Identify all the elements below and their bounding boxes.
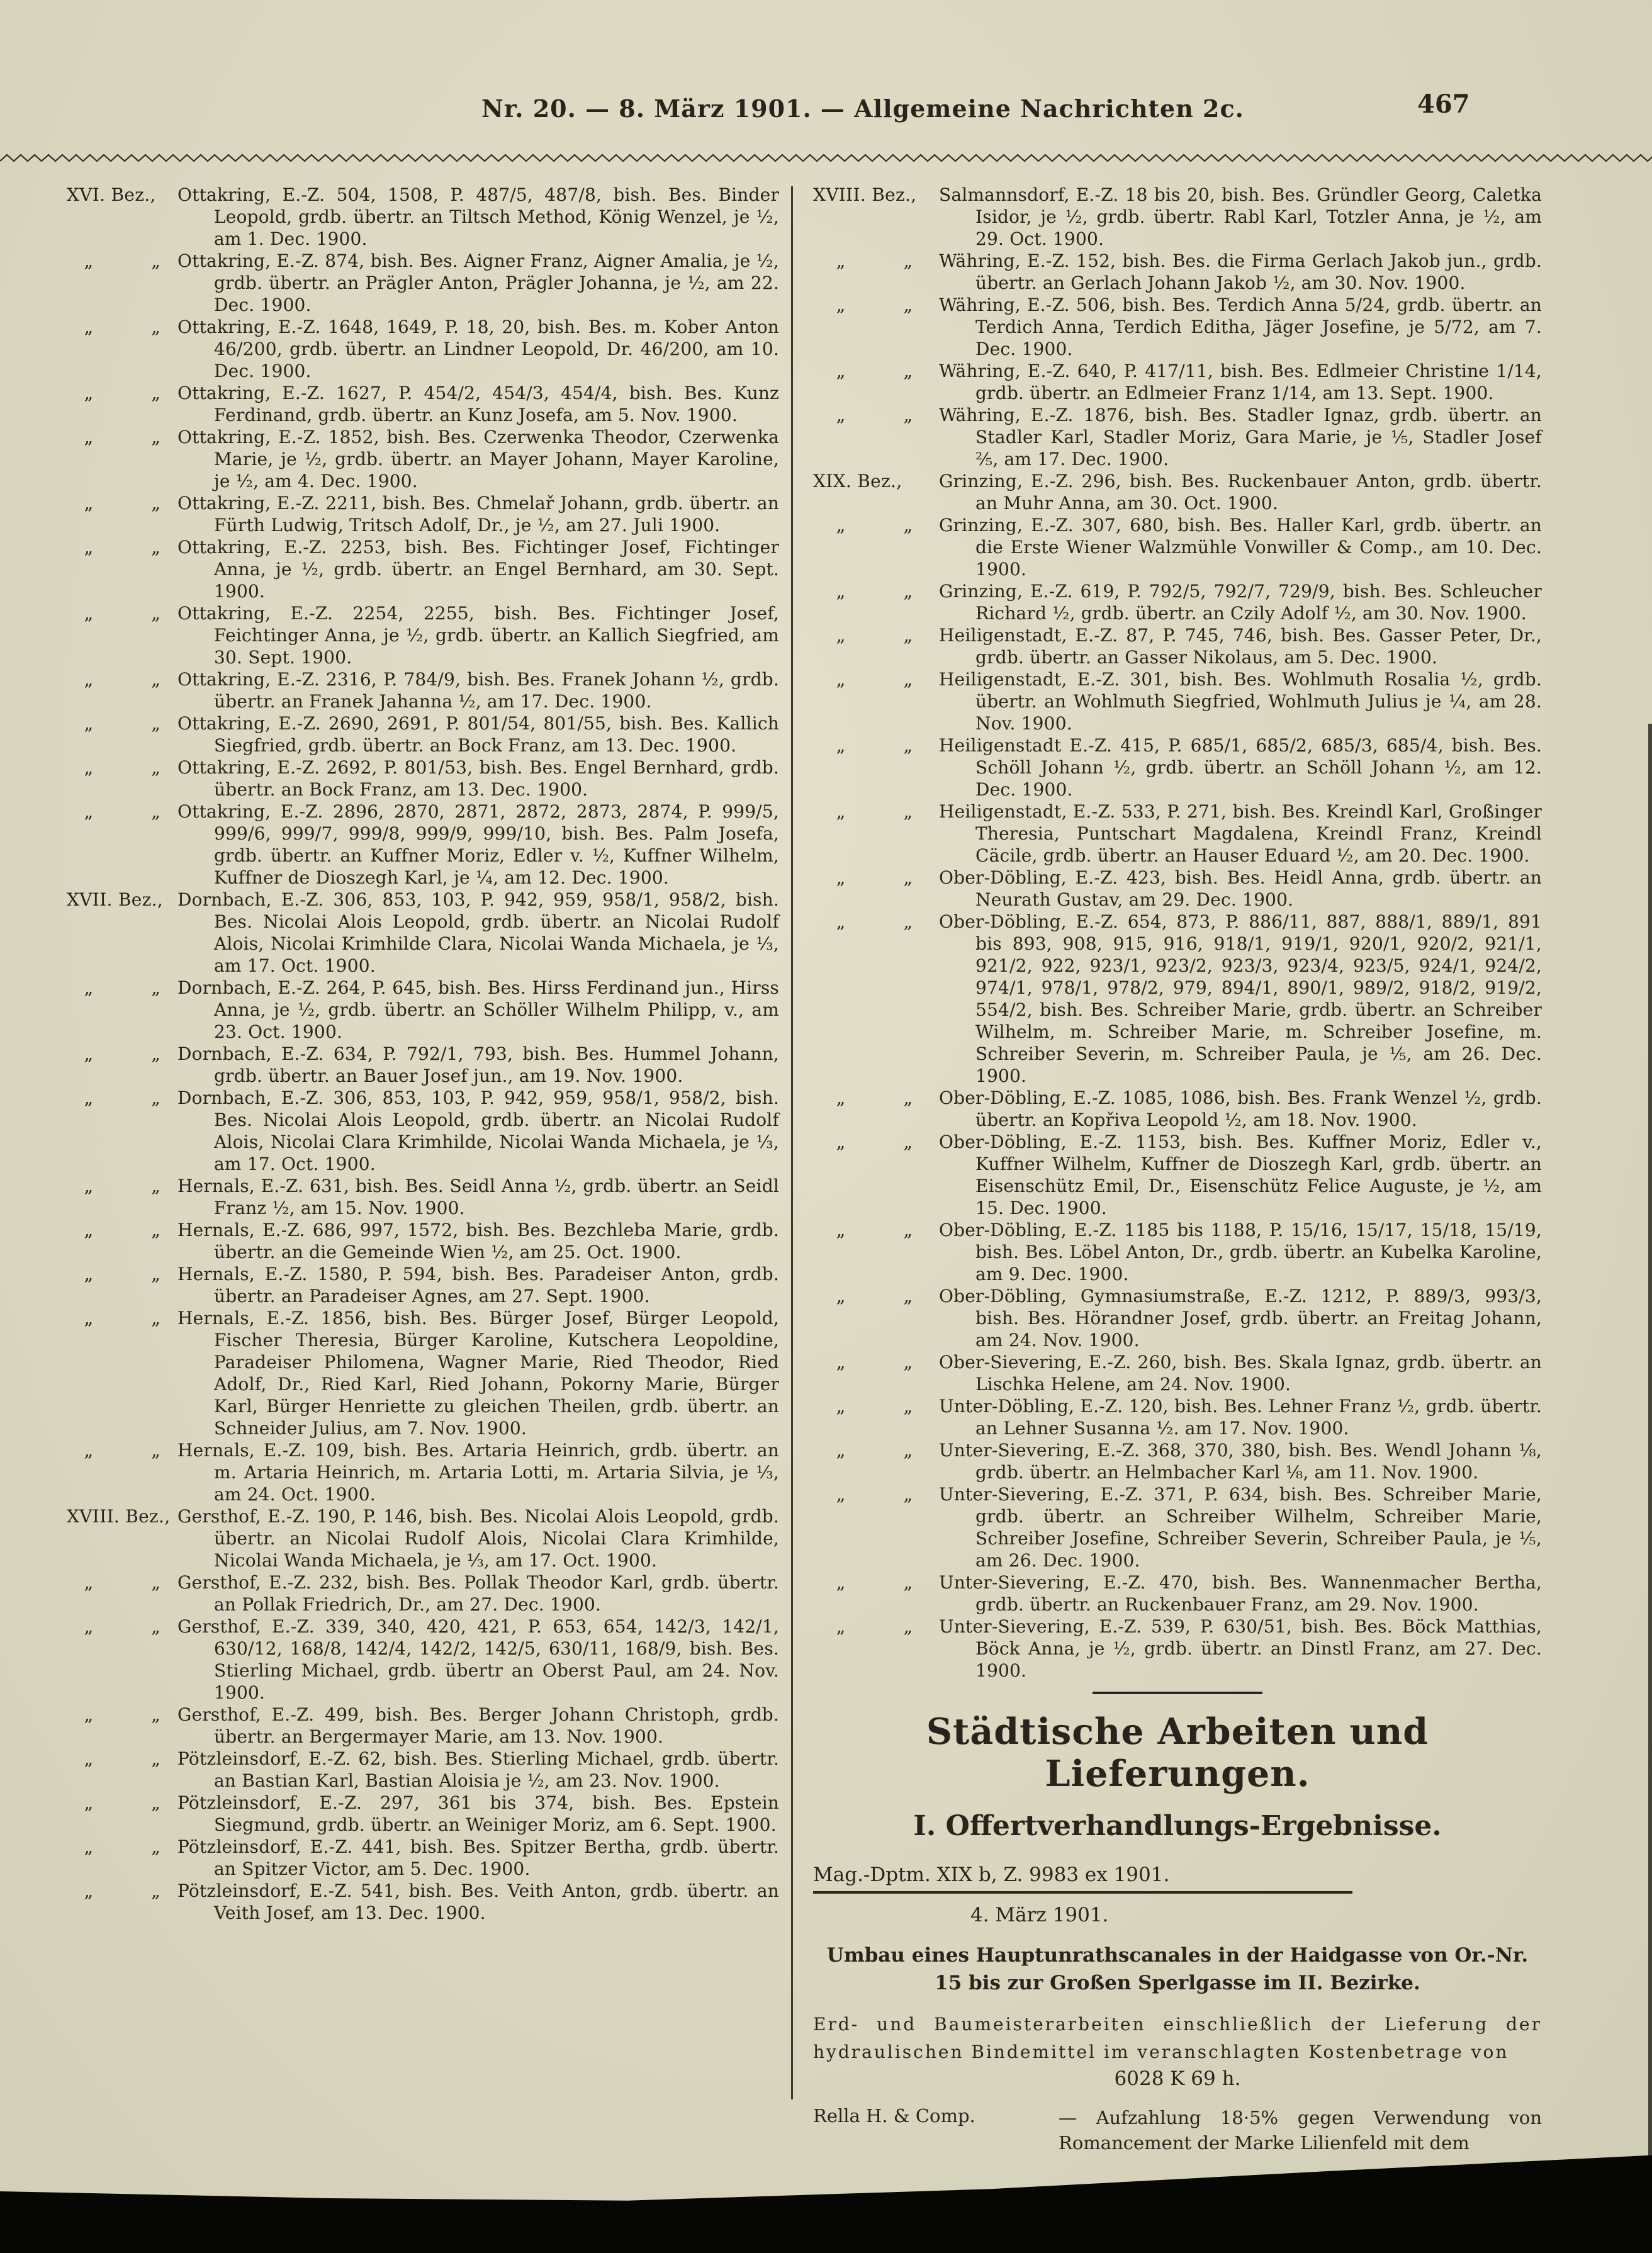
entry-text: Ober-Sievering, E.-Z. 260, bish. Bes. Skala Ignaz, grdb. übertr. an Lischka Helene, am 24. Nov. 1900. [939, 1352, 1542, 1395]
entry-text: Grinzing, E.-Z. 619, P. 792/5, 792/7, 729/9, bish. Bes. Schleucher Richard ½, grdb. übertr. an Czily Adolf ½, am 30. Nov. 1900. [939, 581, 1542, 624]
registry-entry [67, 1748, 779, 1792]
registry-entry [67, 668, 779, 712]
entry-text: Ottakring, E.-Z. 2254, 2255, bish. Bes. Fichtinger Josef, Feichtinger Anna, je ½, grdb. übertr. an Kallich Siegfried, am 30. Sept. 1900. [177, 603, 779, 668]
bidder-name: Rella H. & Comp. [813, 2105, 975, 2127]
district-label: „ „ [813, 735, 913, 756]
registry-entry [813, 1087, 1542, 1131]
entry-text: Währing, E.-Z. 1876, bish. Bes. Stadler Ignaz, grdb. übertr. an Stadler Karl, Stadler Moriz, Gara Marie, je ⅕, Stadler Josef ⅖, am 17. Dec. 1900. [939, 405, 1542, 469]
registry-entry [813, 514, 1542, 580]
bid-note: — Aufzahlung 18·5% gegen Verwendung von Romancement der Marke Lilienfeld mit dem [1059, 2107, 1542, 2154]
registry-entry [813, 580, 1542, 624]
registry-entry [67, 1175, 779, 1219]
registry-entry [67, 492, 779, 536]
registry-entry [67, 1836, 779, 1880]
district-label: „ „ [813, 1484, 913, 1505]
registry-entry [813, 1285, 1542, 1351]
district-label: „ „ [67, 1264, 161, 1284]
notice-title: Umbau eines Hauptunrathscanales in der Haidgasse von Or.-Nr. 15 bis zur Großen Sperlgasse im II. Bezirke. [826, 1944, 1529, 1994]
entry-text: Ober-Döbling, E.-Z. 654, 873, P. 886/11, 887, 888/1, 889/1, 891 bis 893, 908, 915, 916, 918/1, 919/1, 920/1, 920/2, 921/1, 921/2, 922, 923/1, 923/2, 923/3, 923/4, 923/5, 924/1, 924/2, 974/1, 978/1, 978/2, 979, 894/1, 890/1, 989/2, 918/2, 919/2, 554/2, bish. Bes. Schreiber Marie, grdb. übertr. an Schreiber Wilhelm, m. Schreiber Marie, m. Schreiber Josefine, m. Schreiber Severin, m. Schreiber Paula, je ⅕, am 26. Dec. 1900. [939, 911, 1542, 1086]
entry-text: Ober-Döbling, E.-Z. 423, bish. Bes. Heidl Anna, grdb. übertr. an Neurath Gustav, am 29. Dec. 1900. [939, 867, 1542, 910]
district-label: „ „ [813, 625, 913, 646]
registry-entry [67, 889, 779, 977]
registry-entry [813, 911, 1542, 1087]
district-label: „ „ [67, 1880, 161, 1901]
district-label: „ „ [813, 1572, 913, 1593]
notice-body: Erd- und Baumeisterarbeiten einschließlich der Lieferung der hydraulischen Bindemittel im veranschlagten Kostenbetrage von [813, 2014, 1542, 2062]
entry-text: Unter-Sievering, E.-Z. 371, P. 634, bish. Bes. Schreiber Marie, grdb. übertr. an Schreiber Wilhelm, Schreiber Marie, Schreiber Josefine, Schreiber Severin, Schreiber Paula, je ⅕, am 26. Dec. 1900. [939, 1484, 1542, 1571]
registry-entry [813, 867, 1542, 911]
district-label: „ „ [813, 911, 913, 932]
district-label: „ „ [813, 250, 913, 271]
entry-text: Heiligenstadt, E.-Z. 87, P. 745, 746, bish. Bes. Gasser Peter, Dr., grdb. übertr. an Gasser Nikolaus, am 5. Dec. 1900. [939, 625, 1542, 668]
entry-text: Heiligenstadt E.-Z. 415, P. 685/1, 685/2, 685/3, 685/4, bish. Bes. Schöll Johann ½, grdb. übertr. an Schöll Johann ½, am 12. Dec. 1900. [939, 735, 1542, 800]
entry-text: Hernals, E.-Z. 1580, P. 594, bish. Bes. Paradeiser Anton, grdb. übertr. an Paradeiser Agnes, am 27. Sept. 1900. [177, 1264, 779, 1306]
registry-entry [67, 1219, 779, 1263]
district-label: „ „ [67, 1704, 161, 1725]
district-label: „ „ [67, 1836, 161, 1857]
district-label: „ „ [813, 361, 913, 381]
entry-text: Währing, E.-Z. 152, bish. Bes. die Firma Gerlach Jakob jun., grdb. übertr. an Gerlach Johann Jakob ½, am 30. Nov. 1900. [939, 250, 1542, 293]
registry-entry [67, 756, 779, 801]
district-label: „ „ [67, 1308, 161, 1329]
entry-text: Pötzleinsdorf, E.-Z. 297, 361 bis 374, bish. Bes. Epstein Siegmund, grdb. übertr. an Weiniger Moriz, am 6. Sept. 1900. [177, 1792, 779, 1835]
registry-entry [67, 1263, 779, 1307]
district-label: „ „ [813, 1440, 913, 1461]
district-label: „ „ [67, 713, 161, 734]
registry-entry [67, 536, 779, 602]
district-label: „ „ [813, 1286, 913, 1306]
registry-entry [813, 801, 1542, 867]
registry-entry [813, 470, 1542, 514]
entry-text: Gersthof, E.-Z. 339, 340, 420, 421, P. 653, 654, 142/3, 142/1, 630/12, 168/8, 142/4, 142/2, 142/5, 630/11, 168/9, bish. Bes. Stierling Michael, grdb. übertr an Oberst Paul, am 24. Nov. 1900. [177, 1616, 779, 1703]
district-label: XIX. Bez., [813, 471, 902, 492]
tenders-section [813, 1692, 1542, 2196]
entry-text: Heiligenstadt, E.-Z. 301, bish. Bes. Wohlmuth Rosalia ½, grdb. übertr. an Wohlmuth Siegfried, Wohlmuth Julius je ¼, am 28. Nov. 1900. [939, 669, 1542, 734]
district-label: „ „ [813, 295, 913, 315]
section-title: Städtische Arbeiten und Lieferungen. [926, 1711, 1429, 1795]
entry-text: Gersthof, E.-Z. 232, bish. Bes. Pollak Theodor Karl, grdb. übertr. an Pollak Friedrich, Dr., am 27. Dec. 1900. [177, 1572, 779, 1615]
registry-entry [67, 1880, 779, 1924]
entry-text: Dornbach, E.-Z. 634, P. 792/1, 793, bish. Bes. Hummel Johann, grdb. übertr. an Bauer Josef jun., am 19. Nov. 1900. [177, 1043, 779, 1086]
registry-entry [67, 184, 779, 250]
district-label: „ „ [813, 1087, 913, 1108]
registry-entry [67, 1615, 779, 1704]
district-label: XVIII. Bez., [813, 184, 917, 205]
registry-entry [813, 1219, 1542, 1285]
registry-entry [813, 624, 1542, 668]
registry-entry [67, 1704, 779, 1748]
entry-text: Gersthof, E.-Z. 499, bish. Bes. Berger Johann Christoph, grdb. übertr. an Bergermayer Marie, am 13. Nov. 1900. [177, 1704, 779, 1747]
district-label: „ „ [67, 757, 161, 778]
district-label: „ „ [67, 1176, 161, 1196]
registry-entry [67, 1439, 779, 1505]
entry-text: Ottakring, E.-Z. 1648, 1649, P. 18, 20, bish. Bes. m. Kober Anton 46/200, grdb. übertr. an Lindner Leopold, Dr. 46/200, am 10. Dec. 1900. [177, 317, 779, 381]
section-divider-rule [1093, 1692, 1262, 1694]
entry-text: Ottakring, E.-Z. 2896, 2870, 2871, 2872, 2873, 2874, P. 999/5, 999/6, 999/7, 999/8, 999/9, 999/10, bish. Bes. Palm Josefa, grdb. übertr. an Kuffner Moriz, Edler v. ½, Kuffner Wilhelm, Kuffner de Dioszegh Karl, je ¼, am 12. Dec. 1900. [177, 801, 779, 888]
entry-text: Unter-Sievering, E.-Z. 539, P. 630/51, bish. Bes. Böck Matthias, Böck Anna, je ½, grdb. übertr. an Dinstl Franz, am 27. Dec. 1900. [939, 1616, 1542, 1681]
entry-text: Unter-Döbling, E.-Z. 120, bish. Bes. Lehner Franz ½, grdb. übertr. an Lehner Susanna ½. am 17. Nov. 1900. [939, 1396, 1542, 1439]
entry-text: Grinzing, E.-Z. 296, bish. Bes. Ruckenbauer Anton, grdb. übertr. an Muhr Anna, am 30. Oct. 1900. [939, 471, 1542, 514]
left-column [67, 184, 779, 1924]
district-label: XVI. Bez., [67, 184, 156, 205]
district-label: „ „ [813, 405, 913, 425]
entry-text: Währing, E.-Z. 640, P. 417/11, bish. Bes. Edlmeier Christine 1/14, grdb. übertr. an Edlmeier Franz 1/14, am 13. Sept. 1900. [939, 361, 1542, 403]
district-label: „ „ [813, 1616, 913, 1637]
registry-entry [67, 426, 779, 492]
entry-text: Hernals, E.-Z. 631, bish. Bes. Seidl Anna ½, grdb. übertr. an Seidl Franz ½, am 15. Nov. 1900. [177, 1176, 779, 1218]
entry-text: Unter-Sievering, E.-Z. 470, bish. Bes. Wannenmacher Bertha, grdb. übertr. an Ruckenbauer Franz, am 29. Nov. 1900. [939, 1572, 1542, 1615]
district-label: „ „ [67, 977, 161, 998]
entry-text: Dornbach, E.-Z. 306, 853, 103, P. 942, 959, 958/1, 958/2, bish. Bes. Nicolai Alois Leopold, grdb. übertr. an Nicolai Rudolf Alois, Nicolai Clara Krimhilde, Nicolai Wanda Michaela, je ⅓, am 17. Oct. 1900. [177, 1087, 779, 1174]
notice-amount: 6028 K 69 h. [1114, 2067, 1241, 2090]
registry-entry [67, 1307, 779, 1439]
entry-text: Pötzleinsdorf, E.-Z. 441, bish. Bes. Spitzer Bertha, grdb. übertr. an Spitzer Victor, am 5. Dec. 1900. [177, 1836, 779, 1879]
entry-text: Ober-Döbling, E.-Z. 1085, 1086, bish. Bes. Frank Wenzel ½, grdb. übertr. an Kopřiva Leopold ½, am 18. Nov. 1900. [939, 1087, 1542, 1130]
column-divider [791, 186, 793, 2099]
district-label: „ „ [67, 1616, 161, 1637]
entry-text: Salmannsdorf, E.-Z. 18 bis 20, bish. Bes. Gründler Georg, Caletka Isidor, je ½, grdb. übertr. Rabl Karl, Totzler Anna, je ½, am 29. Oct. 1900. [939, 184, 1542, 249]
registry-entry [67, 382, 779, 426]
registry-entry [67, 712, 779, 756]
page-number: 467 [1417, 89, 1470, 119]
registry-entry [813, 668, 1542, 734]
entry-text: Ottakring, E.-Z. 2316, P. 784/9, bish. Bes. Franek Johann ½, grdb. übertr. an Franek Jahanna ½, am 17. Dec. 1900. [177, 669, 779, 712]
entry-text: Ottakring, E.-Z. 1627, P. 454/2, 454/3, 454/4, bish. Bes. Kunz Ferdinand, grdb. übertr. an Kunz Josefa, am 5. Nov. 1900. [177, 383, 779, 425]
entry-text: Währing, E.-Z. 506, bish. Bes. Terdich Anna 5/24, grdb. übertr. an Terdich Anna, Terdich Editha, Jäger Josefine, je 5/72, am 7. Dec. 1900. [939, 295, 1542, 359]
district-label: „ „ [67, 493, 161, 514]
district-label: „ „ [67, 317, 161, 337]
registry-entry [67, 602, 779, 668]
registry-entry [813, 734, 1542, 801]
district-label: „ „ [813, 1132, 913, 1152]
entry-text: Grinzing, E.-Z. 307, 680, bish. Bes. Haller Karl, grdb. übertr. an die Erste Wiener Walzmühle Vonwiller & Comp., am 10. Dec. 1900. [939, 515, 1542, 580]
registry-entry [67, 316, 779, 382]
entry-text: Heiligenstadt, E.-Z. 533, P. 271, bish. Bes. Kreindl Karl, Großinger Theresia, Puntschart Magdalena, Kreindl Franz, Kreindl Cäcile, grdb. übertr. an Hauser Eduard ½, am 20. Dec. 1900. [939, 801, 1542, 866]
district-label: „ „ [813, 801, 913, 822]
registry-entry [67, 1792, 779, 1836]
district-label: „ „ [813, 1396, 913, 1417]
entry-text: Ober-Döbling, E.-Z. 1153, bish. Bes. Kuffner Moriz, Edler v., Kuffner Wilhelm, Kuffner de Dioszegh Karl, grdb. übertr. an Eisenschütz Emil, Dr., Eisenschütz Felice Auguste, je ½, am 15. Dec. 1900. [939, 1132, 1542, 1218]
district-label: „ „ [813, 1220, 913, 1240]
district-label: „ „ [67, 603, 161, 624]
registry-entry [813, 360, 1542, 404]
registry-entry [67, 250, 779, 316]
entry-text: Ottakring, E.-Z. 2211, bish. Bes. Chmelař Johann, grdb. übertr. an Fürth Ludwig, Tritsch Adolf, Dr., je ½, am 27. Juli 1900. [177, 493, 779, 536]
district-label: „ „ [67, 383, 161, 403]
entry-text: Pötzleinsdorf, E.-Z. 62, bish. Bes. Stierling Michael, grdb. übertr. an Bastian Karl, Bastian Aloisia je ½, am 23. Nov. 1900. [177, 1748, 779, 1791]
right-column [813, 184, 1542, 2196]
registry-entry [67, 1087, 779, 1175]
entry-text: Ober-Döbling, Gymnasiumstraße, E.-Z. 1212, P. 889/3, 993/3, bish. Bes. Hörandner Josef, grdb. übertr. an Freitag Johann, am 24. Nov. 1900. [939, 1286, 1542, 1351]
registry-entry [67, 1043, 779, 1087]
registry-entry [67, 1505, 779, 1571]
entry-text: Dornbach, E.-Z. 306, 853, 103, P. 942, 959, 958/1, 958/2, bish. Bes. Nicolai Alois Leopold, grdb. übertr. an Nicolai Rudolf Alois, Nicolai Krimhilde Clara, Nicolai Wanda Michaela, je ⅓, am 17. Oct. 1900. [177, 889, 779, 976]
district-label: „ „ [67, 669, 161, 690]
district-label: „ „ [67, 1440, 161, 1461]
entry-text: Ottakring, E.-Z. 1852, bish. Bes. Czerwenka Theodor, Czerwenka Marie, je ½, grdb. übertr. an Mayer Johann, Mayer Karoline, je ½, am 4. Dec. 1900. [177, 427, 779, 492]
masthead-line: Nr. 20. — 8. März 1901. — Allgemeine Nachrichten 2c. [481, 94, 1244, 123]
entry-text: Ottakring, E.-Z. 2692, P. 801/53, bish. Bes. Engel Bernhard, grdb. übertr. an Bock Franz, am 13. Dec. 1900. [177, 757, 779, 800]
registry-entries-left [67, 184, 779, 1924]
district-label: „ „ [67, 1572, 161, 1593]
entry-text: Ober-Döbling, E.-Z. 1185 bis 1188, P. 15/16, 15/17, 15/18, 15/19, bish. Bes. Löbel Anton, Dr., grdb. übertr. an Kubelka Karoline, am 9. Dec. 1900. [939, 1220, 1542, 1284]
district-label: „ „ [67, 537, 161, 558]
department-reference: Mag.-Dptm. XIX b, Z. 9983 ex 1901. [813, 1863, 1352, 1894]
section-subtitle: I. Offertverhandlungs-Ergebnisse. [913, 1810, 1442, 1842]
district-label: „ „ [67, 1748, 161, 1769]
registry-entry [813, 1351, 1542, 1395]
district-label: „ „ [67, 427, 161, 447]
registry-entry [67, 977, 779, 1043]
district-label: „ „ [813, 669, 913, 690]
entry-text: Ottakring, E.-Z. 874, bish. Bes. Aigner Franz, Aigner Amalia, je ½, grdb. übertr. an Prägler Anton, Prägler Johanna, je ½, am 22. Dec. 1900. [177, 250, 779, 315]
district-label: „ „ [67, 1087, 161, 1108]
district-label: XVII. Bez., [67, 889, 164, 910]
tender-date: 4. März 1901. [970, 1904, 1109, 1926]
district-label: „ „ [813, 1352, 913, 1373]
district-label: „ „ [67, 1792, 161, 1813]
district-label: „ „ [813, 581, 913, 602]
entry-text: Dornbach, E.-Z. 264, P. 645, bish. Bes. Hirss Ferdinand jun., Hirss Anna, je ½, grdb. übertr. an Schöller Wilhelm Philipp, v., am 23. Oct. 1900. [177, 977, 779, 1042]
wavy-rule [0, 150, 1652, 166]
district-label: „ „ [813, 515, 913, 536]
district-label: „ „ [67, 250, 161, 271]
registry-entry [67, 801, 779, 889]
entry-text: Hernals, E.-Z. 109, bish. Bes. Artaria Heinrich, grdb. übertr. an m. Artaria Heinrich, m. Artaria Lotti, m. Artaria Silvia, je ⅓, am 24. Oct. 1900. [177, 1440, 779, 1505]
registry-entry [813, 294, 1542, 360]
registry-entry [813, 1483, 1542, 1571]
district-label: „ „ [813, 867, 913, 888]
entry-text: Ottakring, E.-Z. 2690, 2691, P. 801/54, 801/55, bish. Bes. Kallich Siegfried, grdb. übertr. an Bock Franz, am 13. Dec. 1900. [177, 713, 779, 756]
registry-entry [813, 404, 1542, 470]
entry-text: Pötzleinsdorf, E.-Z. 541, bish. Bes. Veith Anton, grdb. übertr. an Veith Josef, am 13. Dec. 1900. [177, 1880, 779, 1923]
district-label: „ „ [67, 1043, 161, 1064]
entry-text: Ottakring, E.-Z. 2253, bish. Bes. Fichtinger Josef, Fichtinger Anna, je ½, grdb. übertr. an Engel Bernhard, am 30. Sept. 1900. [177, 537, 779, 602]
entry-text: Hernals, E.-Z. 686, 997, 1572, bish. Bes. Bezchleba Marie, grdb. übertr. an die Gemeinde Wien ½, am 25. Oct. 1900. [177, 1220, 779, 1262]
entry-text: Ottakring, E.-Z. 504, 1508, P. 487/5, 487/8, bish. Bes. Binder Leopold, grdb. übertr. an Tiltsch Method, König Wenzel, je ½, am 1. Dec. 1900. [177, 184, 779, 249]
registry-entry [813, 1131, 1542, 1219]
registry-entry [813, 1395, 1542, 1439]
bid-row [813, 2105, 1542, 2155]
district-label: XVIII. Bez., [67, 1506, 171, 1527]
district-label: „ „ [67, 801, 161, 822]
entry-text: Unter-Sievering, E.-Z. 368, 370, 380, bish. Bes. Wendl Johann ⅛, grdb. übertr. an Helmbacher Karl ⅛, am 11. Nov. 1900. [939, 1440, 1542, 1483]
scan-edge-right [1648, 724, 1652, 2171]
registry-entry [67, 1571, 779, 1615]
registry-entry [813, 1615, 1542, 1682]
registry-entry [813, 1439, 1542, 1483]
entry-text: Gersthof, E.-Z. 190, P. 146, bish. Bes. Nicolai Alois Leopold, grdb. übertr. an Nicolai Rudolf Alois, Nicolai Clara Krimhilde, Nicolai Wanda Michaela, je ⅓, am 17. Oct. 1900. [177, 1506, 779, 1571]
district-label: „ „ [67, 1220, 161, 1240]
registry-entry [813, 250, 1542, 294]
registry-entries-right [813, 184, 1542, 1682]
registry-entry [813, 1571, 1542, 1615]
entry-text: Hernals, E.-Z. 1856, bish. Bes. Bürger Josef, Bürger Leopold, Fischer Theresia, Bürger Karoline, Kutschera Leopoldine, Paradeiser Philomena, Wagner Marie, Ried Theodor, Ried Adolf, Dr., Ried Karl, Ried Johann, Pokorny Marie, Bürger Karl, Bürger Henriette zu gleichen Theilen, grdb. übertr. an Schneider Julius, am 7. Nov. 1900. [177, 1308, 779, 1439]
registry-entry [813, 184, 1542, 250]
